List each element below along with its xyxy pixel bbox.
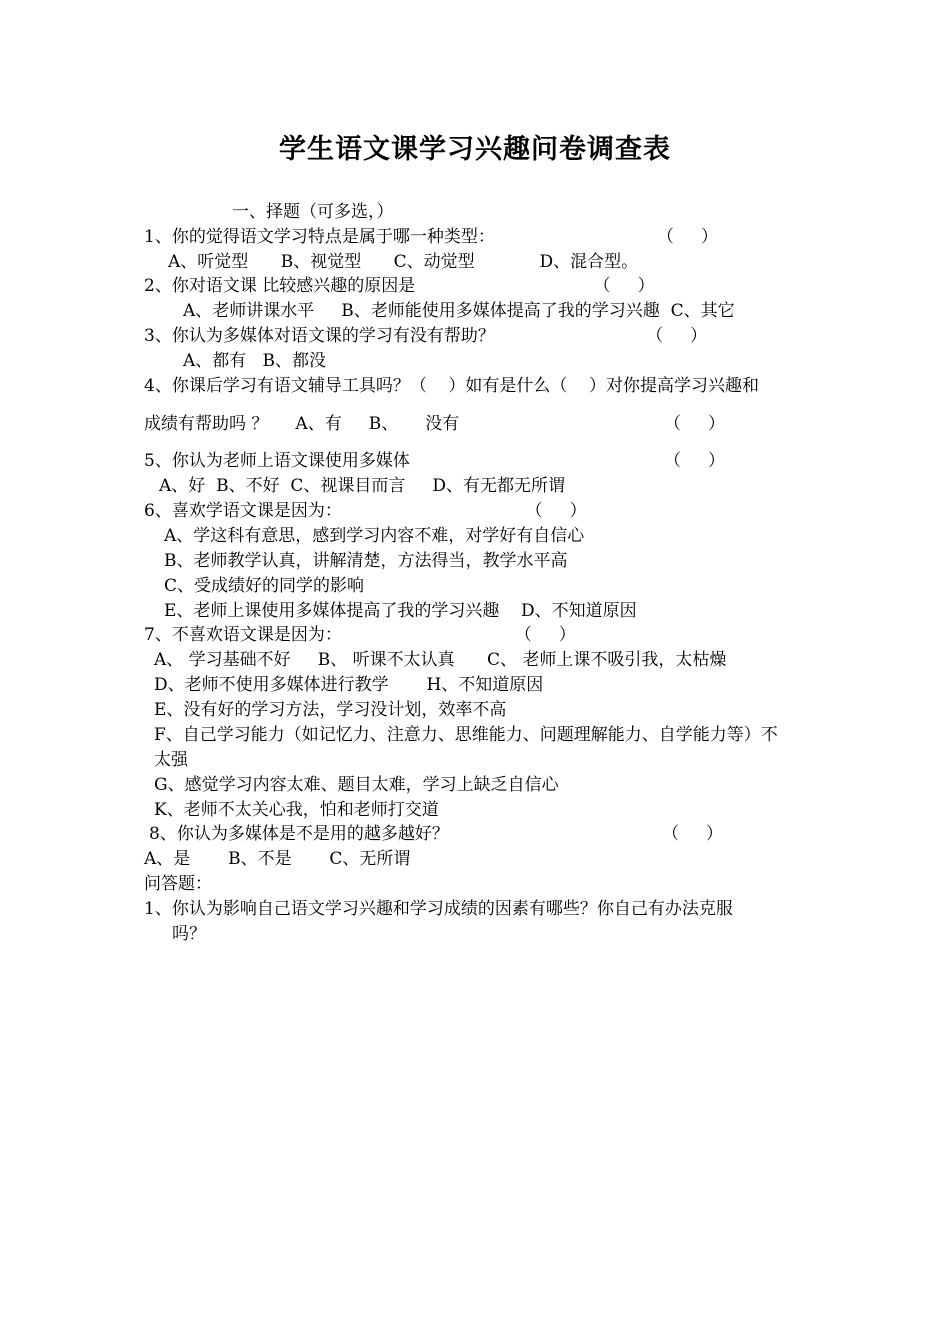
- question-3-options: A、都有 B、都没: [183, 351, 326, 371]
- question-8-options: A、是 B、不是 C、无所谓: [144, 849, 411, 869]
- question-2: 2、你对语文课 比较感兴趣的原因是 （ ）: [144, 276, 655, 296]
- section-heading-qa: 问答题：: [144, 874, 212, 894]
- document-title: 学生语文课学习兴趣问卷调查表: [279, 134, 671, 165]
- question-2-options: A、老师讲课水平 B、老师能使用多媒体提高了我的学习兴趣 C、其它: [183, 301, 735, 321]
- question-6-option-c: C、受成绩好的同学的影响: [164, 576, 365, 596]
- question-6-option-e-d: E、老师上课使用多媒体提高了我的学习兴趣 D、不知道原因: [164, 601, 637, 621]
- question-5: 5、你认为老师上语文课使用多媒体: [144, 451, 410, 471]
- question-5-options: A、好 B、不好 C、视课目而言 D、有无都无所谓: [159, 476, 566, 496]
- question-4-answer-brackets: （ ）: [664, 414, 726, 434]
- question-3: 3、你认为多媒体对语文课的学习有没有帮助？ （ ）: [144, 326, 708, 346]
- question-7-option-f-continued: 太强: [154, 750, 188, 770]
- question-7-options-abc: A、 学习基础不好 B、 听课不太认真 C、 老师上课不吸引我，太枯燥: [154, 650, 727, 670]
- question-6-option-b: B、老师教学认真，讲解清楚，方法得当，教学水平高: [164, 551, 568, 571]
- qa-question-1-continued: 吗？: [172, 924, 206, 944]
- question-7: 7、不喜欢语文课是因为： （ ）: [144, 625, 576, 645]
- section-heading-choice: 一、择题（可多选，）: [232, 202, 394, 222]
- question-1-options: A、听觉型 B、视觉型 C、动觉型 D、混合型。: [168, 252, 639, 272]
- question-1: 1、你的觉得语文学习特点是属于哪一种类型： （ ）: [144, 227, 718, 247]
- question-4: 4、你课后学习有语文辅导工具吗？（ ）如有是什么（ ）对你提高学习兴趣和: [144, 376, 760, 396]
- qa-question-1: 1、你认为影响自己语文学习兴趣和学习成绩的因素有哪些？你自己有办法克服: [144, 899, 733, 919]
- question-6-option-a: A、学这科有意思，感到学习内容不难，对学好有自信心: [164, 526, 585, 546]
- question-7-option-g: G、感觉学习内容太难、题目太难，学习上缺乏自信心: [154, 775, 559, 795]
- question-5-answer-brackets: （ ）: [664, 451, 726, 471]
- question-8: 8、你认为多媒体是不是用的越多越好？: [149, 824, 449, 844]
- question-4-continued: 成绩有帮助吗 ？ A、有 B、 没有: [144, 414, 460, 434]
- question-7-option-e: E、没有好的学习方法，学习没计划，效率不高: [154, 700, 507, 720]
- question-7-options-dh: D、老师不使用多媒体进行教学 H、不知道原因: [154, 675, 544, 695]
- question-7-option-f: F、自己学习能力（如记忆力、注意力、思维能力、问题理解能力、自学能力等）不: [154, 725, 778, 745]
- question-7-option-k: K、老师不太关心我，怕和老师打交道: [154, 800, 439, 820]
- question-6: 6、喜欢学语文课是因为： （ ）: [144, 501, 587, 521]
- question-8-answer-brackets: （ ）: [662, 824, 724, 844]
